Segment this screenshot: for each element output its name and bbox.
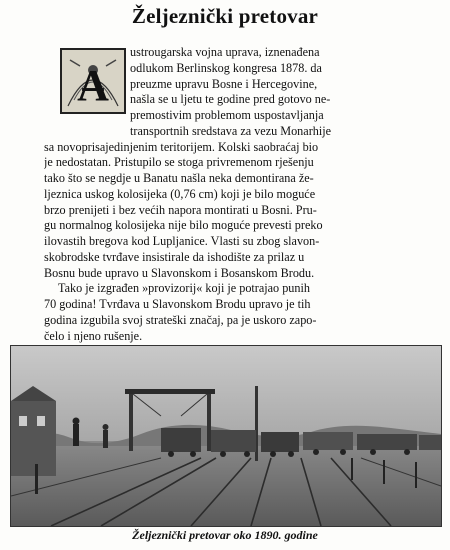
text-line: transportnih sredstava za vezu Monarhije bbox=[130, 123, 332, 138]
page-title: Željeznički pretovar bbox=[131, 4, 319, 28]
text-line: godina izgubila svoj strateški značaj, pa je uskoro zapo- bbox=[44, 312, 317, 327]
historical-photograph bbox=[10, 345, 442, 527]
article-text bbox=[44, 45, 414, 376]
text-line: brzo prenijeti i bez većih napora montirati u Bosni. Pru- bbox=[44, 202, 317, 217]
text-line: gu normalnog kolosijeka nije bilo moguće prevesti preko bbox=[44, 218, 323, 233]
text-line: Tako je izgrađen »provizorij« koji je potrajao punih bbox=[58, 281, 310, 296]
text-line: 70 godina! Tvrđava u Slavonskom Brodu upravo je tih bbox=[44, 297, 311, 311]
text-line: Bosnu bude upravo u Slavonskom i Bosanskom Brodu. bbox=[44, 265, 315, 280]
text-line: je nedostatan. Pristupilo se stoga privremenom rješenju bbox=[44, 155, 314, 170]
text-line: skobrodske tvrđave insistirale da ishodište za prilaz u bbox=[44, 249, 305, 264]
text-line: čelo i njeno rušenje. bbox=[44, 328, 143, 343]
text-line: preuzme upravu Bosne i Hercegovine, bbox=[130, 76, 318, 91]
text-line: našla se u ljetu te godine pred gotovo ne- bbox=[130, 92, 331, 107]
text-line: ljeznica uskog kolosijeka (0,76 cm) koji je bilo moguće bbox=[44, 186, 316, 201]
text-line: ilovastih bregova kod Lupljanice. Vlasti su zbog slavon- bbox=[44, 234, 320, 248]
dropcap-letter: A bbox=[77, 61, 109, 110]
railway-yard-photo bbox=[11, 346, 441, 526]
text-line: odlukom Berlinskog kongresa 1878. da bbox=[130, 60, 322, 75]
text-line: sa novoprisajedinjenim teritorijem. Kolski saobraćaj bio bbox=[44, 139, 319, 154]
text-line: ustrougarska vojna uprava, iznenađena bbox=[130, 45, 320, 59]
text-line: premostivim problemom uspostavljanja bbox=[130, 108, 324, 122]
text-line: tako što se negdje u Banatu našla neka demontirana že- bbox=[44, 171, 314, 185]
photo-caption: Željeznički pretovar oko 1890. godine bbox=[132, 528, 318, 542]
